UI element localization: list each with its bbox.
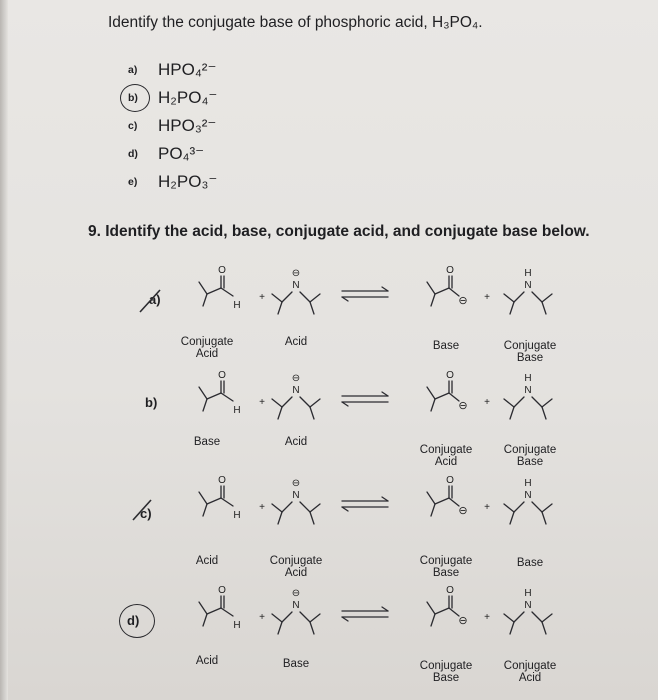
bond (514, 502, 524, 512)
role-label: Conjugate Base (503, 340, 557, 364)
bond (278, 407, 282, 419)
role-label: Acid (195, 655, 219, 667)
oxygen-atom: O (446, 265, 454, 276)
negative-charge: ⊖ (291, 268, 301, 279)
nitrogen-atom: N (524, 600, 532, 611)
bond (300, 612, 310, 622)
bond (203, 399, 207, 411)
option-formula: HPO₄²⁻ (158, 60, 217, 79)
nitrogen-atom: N (524, 385, 532, 396)
bond (272, 294, 282, 302)
bond (532, 397, 542, 407)
bond (199, 387, 207, 399)
bond (504, 294, 514, 302)
bond (310, 614, 320, 622)
bond (542, 407, 546, 419)
bond (542, 614, 552, 622)
negative-charge: ⊖ (291, 373, 301, 384)
oxygen-atom: O (218, 265, 226, 276)
option-letter: d) (128, 148, 138, 160)
option-formula: PO₄³⁻ (158, 144, 205, 163)
nitrogen-atom: N (292, 600, 300, 611)
bond (221, 608, 233, 616)
bond (272, 614, 282, 622)
bond (199, 492, 207, 504)
nitrogen-atom: N (524, 490, 532, 501)
hydrogen-atom: H (524, 478, 532, 489)
bond (427, 602, 435, 614)
bond (278, 622, 282, 634)
role-label: Conjugate Acid (269, 555, 323, 579)
bond (435, 288, 449, 294)
bond (532, 502, 542, 512)
bond (300, 502, 310, 512)
bond (510, 302, 514, 314)
oxygen-atom: O (446, 475, 454, 486)
option-formula: HPO₃²⁻ (158, 116, 217, 135)
bond (199, 602, 207, 614)
bond (435, 498, 449, 504)
bond (427, 282, 435, 294)
role-label: Conjugate Acid (503, 660, 557, 684)
bond (542, 504, 552, 512)
bond (282, 397, 292, 407)
bond (282, 502, 292, 512)
bond (221, 393, 233, 401)
bond (272, 504, 282, 512)
option-letter: b) (128, 92, 138, 104)
negative-charge: ⊖ (458, 505, 468, 517)
bond (542, 294, 552, 302)
option-formula: H₂PO₄⁻ (158, 88, 218, 107)
bond (510, 512, 514, 524)
hydrogen-atom: H (524, 588, 532, 599)
bond (532, 612, 542, 622)
oxygen-atom: O (446, 370, 454, 381)
row-letter-d: d) (127, 613, 140, 628)
bond (207, 393, 221, 399)
plus-sign: + (484, 612, 490, 623)
option-letter: a) (128, 64, 138, 76)
hydrogen-atom: H (524, 268, 532, 279)
bond (427, 387, 435, 399)
negative-charge: ⊖ (291, 478, 301, 489)
bond (310, 399, 320, 407)
row-letter-b: b) (145, 395, 158, 410)
bond (310, 302, 314, 314)
bond (207, 498, 221, 504)
bond (510, 407, 514, 419)
bond (199, 282, 207, 294)
plus-sign: + (484, 502, 490, 513)
negative-charge: ⊖ (291, 588, 301, 599)
hydrogen-atom: H (233, 405, 241, 416)
bond (300, 397, 310, 407)
role-label: Acid (284, 336, 308, 348)
role-label: Acid (284, 436, 308, 448)
plus-sign: + (259, 502, 265, 513)
bond (203, 294, 207, 306)
bond (510, 622, 514, 634)
bond (427, 492, 435, 504)
bond (221, 498, 233, 506)
hydrogen-atom: H (524, 373, 532, 384)
plus-sign: + (484, 397, 490, 408)
bond (431, 614, 435, 626)
plus-sign: + (259, 292, 265, 303)
nitrogen-atom: N (292, 280, 300, 291)
role-label: Acid (195, 555, 219, 567)
bond (431, 294, 435, 306)
bond (282, 612, 292, 622)
bond (300, 292, 310, 302)
row-letter-c: c) (140, 506, 152, 521)
role-label: Conjugate Base (503, 444, 557, 468)
question-9-title: 9. Identify the acid, base, conjugate acid, and conjugate base below. (88, 223, 590, 240)
cross-mark-c (133, 500, 151, 520)
bond (542, 399, 552, 407)
nitrogen-atom: N (524, 280, 532, 291)
option-formula: H₂PO₃⁻ (158, 172, 218, 191)
negative-charge: ⊖ (458, 615, 468, 627)
bond (532, 292, 542, 302)
bond (435, 393, 449, 399)
bond (282, 292, 292, 302)
role-label: Conjugate Acid (180, 336, 234, 360)
bond (504, 399, 514, 407)
bond (431, 504, 435, 516)
bond (310, 504, 320, 512)
bond (435, 608, 449, 614)
negative-charge: ⊖ (458, 295, 468, 307)
oxygen-atom: O (218, 475, 226, 486)
plus-sign: + (484, 292, 490, 303)
role-label: Conjugate Acid (419, 444, 473, 468)
role-label: Conjugate Base (419, 555, 473, 579)
bond (504, 614, 514, 622)
bond (514, 292, 524, 302)
bond (221, 288, 233, 296)
oxygen-atom: O (218, 370, 226, 381)
option-letter: e) (128, 176, 138, 188)
bond (310, 294, 320, 302)
bond (272, 399, 282, 407)
bond (504, 504, 514, 512)
role-label: Base (516, 557, 544, 569)
plus-sign: + (259, 397, 265, 408)
bond (278, 512, 282, 524)
cross-mark-a (140, 290, 160, 312)
bond (431, 399, 435, 411)
bond (207, 288, 221, 294)
bond (203, 614, 207, 626)
option-letter: c) (128, 120, 138, 132)
role-label: Conjugate Base (419, 660, 473, 684)
role-label: Base (282, 658, 310, 670)
bond (310, 622, 314, 634)
row-letter-a: a) (149, 292, 161, 307)
bond (207, 608, 221, 614)
role-label: Base (432, 340, 460, 352)
hydrogen-atom: H (233, 510, 241, 521)
bond (310, 512, 314, 524)
oxygen-atom: O (218, 585, 226, 596)
hydrogen-atom: H (233, 620, 241, 631)
nitrogen-atom: N (292, 490, 300, 501)
nitrogen-atom: N (292, 385, 300, 396)
bond (514, 612, 524, 622)
bond (542, 622, 546, 634)
bond (278, 302, 282, 314)
oxygen-atom: O (446, 585, 454, 596)
question-8-title: Identify the conjugate base of phosphoric acid, H₃PO₄. (108, 14, 483, 31)
bond (310, 407, 314, 419)
bond (542, 302, 546, 314)
bond (514, 397, 524, 407)
role-label: Base (193, 436, 221, 448)
hydrogen-atom: H (233, 300, 241, 311)
negative-charge: ⊖ (458, 400, 468, 412)
plus-sign: + (259, 612, 265, 623)
bond (542, 512, 546, 524)
bond (203, 504, 207, 516)
